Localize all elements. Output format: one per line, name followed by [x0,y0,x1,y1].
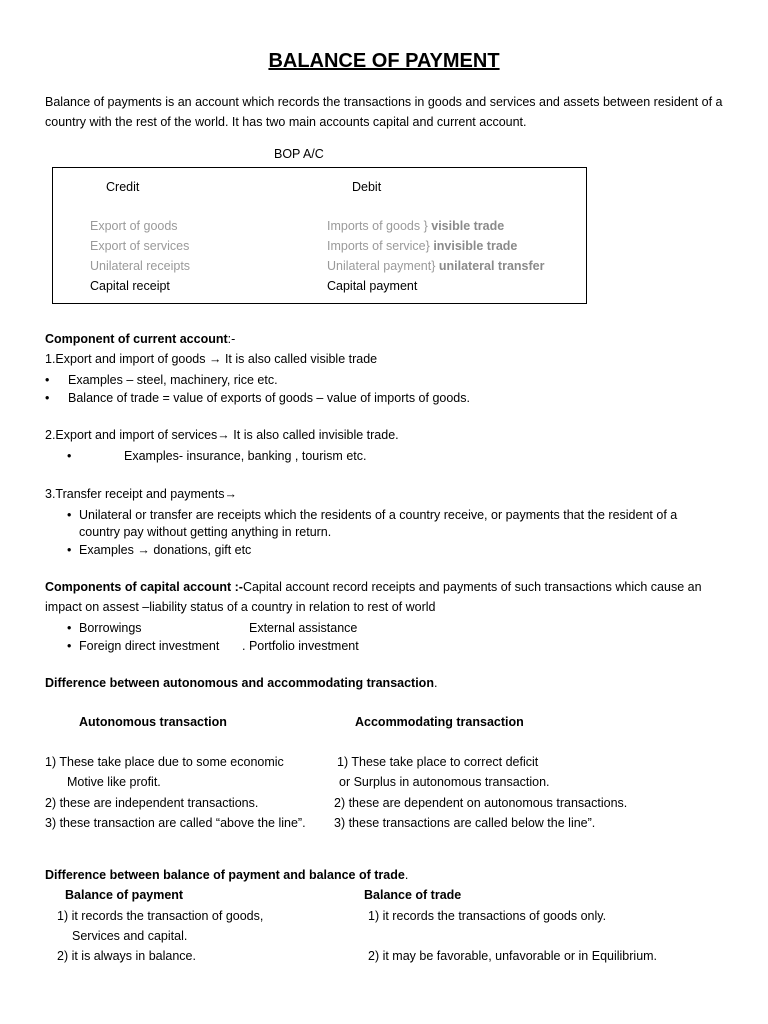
list-item: • Unilateral or transfer are receipts which the residents of a country receive, or payments that the resident of a [67,508,678,522]
list-item-continued: country pay without getting anything in return. [79,525,332,539]
accommodating-col-heading: Accommodating transaction [355,715,524,729]
bop-debit-row: Unilateral payment} unilateral transfer [327,259,545,273]
list-item: • Examples – steel, machinery, rice etc. [45,373,278,387]
bop-debit-row: Capital payment [327,279,418,293]
autonomous-line: 3) these transaction are called “above the line”. [45,816,306,830]
debit-label: Debit [352,180,382,194]
autonomous-line: Motive like profit. [67,775,161,789]
current-item-1: 1.Export and import of goods → It is also called visible trade [45,352,378,366]
bop-credit-row: Export of services [90,239,190,253]
bop-line: 2) it is always in balance. [57,949,196,963]
bop-debit-row: Imports of goods } visible trade [327,219,505,233]
bop-credit-row: Capital receipt [90,279,170,293]
list-item: • Balance of trade = value of exports of goods – value of imports of goods. [45,391,470,405]
accommodating-line: or Surplus in autonomous transaction. [339,775,550,789]
bop-line: 1) it records the transaction of goods, [57,909,264,923]
autonomous-col-heading: Autonomous transaction [79,715,227,729]
bop-col-heading: Balance of payment [65,888,184,902]
accommodating-line: 2) these are dependent on autonomous transactions. [334,796,628,810]
bot-line: 1) it records the transactions of goods only. [368,909,607,923]
bop-credit-row: Export of goods [90,219,178,233]
list-item-right: . Portfolio investment [242,639,359,653]
bop-vs-bot-heading: Difference between balance of payment and balance of trade. [45,868,409,882]
bop-debit-row: Imports of service} invisible trade [327,239,518,253]
intro-paragraph: Balance of payments is an account which records the transactions in goods and services and assets between resident of a country with the rest of the world. It has two main accounts capital and current account. [45,95,723,129]
page-title: BALANCE OF PAYMENT [268,50,500,72]
current-account-heading: Component of current account:- [45,332,236,346]
list-item: • Borrowings [67,621,142,635]
list-item-right: External assistance [249,621,358,635]
list-item: • Foreign direct investment [67,639,220,653]
bot-line: 2) it may be favorable, unfavorable or in Equilibrium. [368,949,658,963]
autonomous-line: 1) These take place due to some economic [45,755,284,769]
bop-line: Services and capital. [72,929,188,943]
capital-account-text: impact on assest –liability status of a country in relation to rest of world [45,600,436,614]
list-item: • Examples- insurance, banking , tourism etc. [67,449,367,463]
current-item-3: 3.Transfer receipt and payments→ [45,487,237,501]
autonomous-heading: Difference between autonomous and accommodating transaction. [45,676,438,690]
credit-label: Credit [106,180,140,194]
bot-col-heading: Balance of trade [364,888,462,902]
bop-heading: BOP A/C [274,147,324,161]
list-item: • Examples → donations, gift etc [67,543,252,557]
autonomous-line: 2) these are independent transactions. [45,796,259,810]
accommodating-line: 3) these transactions are called below the line”. [334,816,596,830]
capital-account-heading: Components of capital account :-Capital account record receipts and payments of such transactions which cause an [45,580,702,594]
current-item-2: 2.Export and import of services→ It is also called invisible trade. [45,428,399,442]
bop-credit-row: Unilateral receipts [90,259,191,273]
accommodating-line: 1) These take place to correct deficit [337,755,539,769]
